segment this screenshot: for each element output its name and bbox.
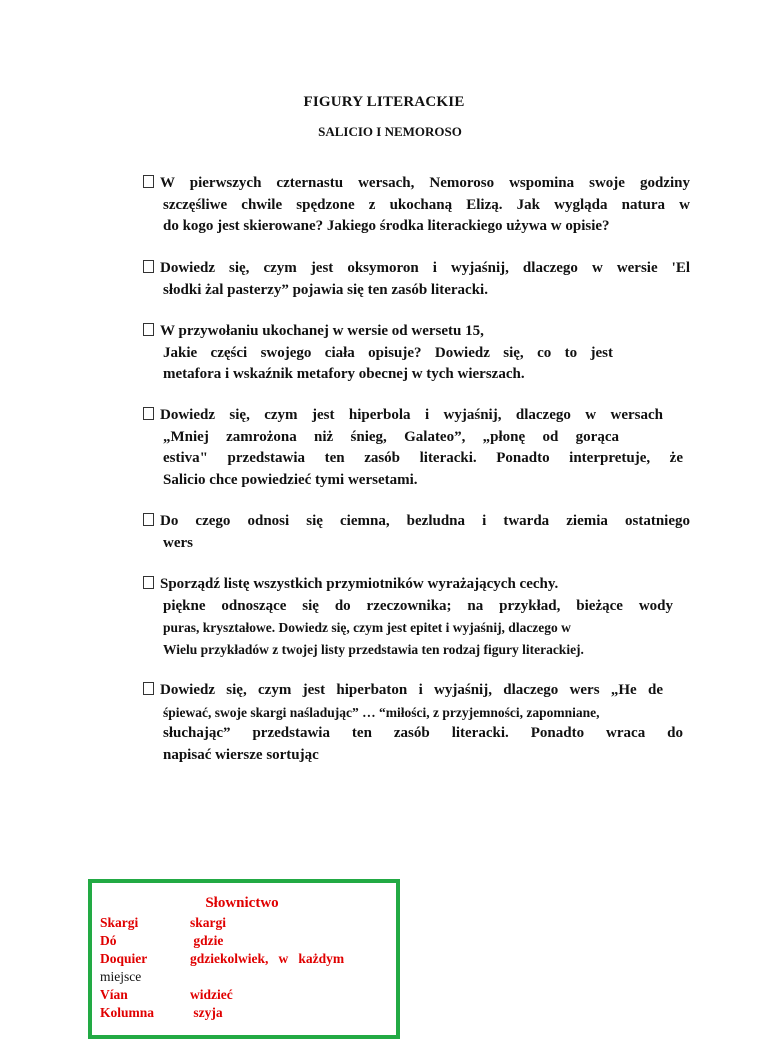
question-item: Do czego odnosi się ciemna, bezludna i twarda ziemia ostatniego wers xyxy=(143,511,690,554)
vocabulary-entry: Vían widzieć xyxy=(100,987,233,1002)
checkbox-icon xyxy=(143,323,154,336)
document-title: FIGURY LITERACKIE xyxy=(303,94,465,110)
question-item: Dowiedz się, czym jest hiperbaton i wyjaśnij, dlaczego wers „He de śpiewać, swoje skargi naśladując” … “miłości, z przyjemności, zapomniane, słuchając” przedstawia ten zasób literacki. Ponadto wraca do napisać wiersze sortując xyxy=(143,680,690,766)
question-item: Dowiedz się, czym jest oksymoron i wyjaśnij, dlaczego w wersie 'El słodki żal pasterzy” pojawia się ten zasób literacki. xyxy=(143,258,690,301)
checkbox-icon xyxy=(143,576,154,589)
vocabulary-box xyxy=(88,879,400,1039)
vocabulary-continuation: miejsce xyxy=(100,969,142,984)
question-item: W pierwszych czternastu wersach, Nemoroso wspomina swoje godziny szczęśliwe chwile spędzone z ukochaną Elizą. Jak wygląda natura w do kogo jest skierowane? Jakiego środka literackiego używa w opisie? xyxy=(143,173,690,238)
vocabulary-title: Słownictwo xyxy=(205,895,279,911)
question-item: W przywołaniu ukochanej w wersie od wersetu 15, Jakie części swojego ciała opisuje? Dowiedz się, co to jest metafora i wskaźnik metafory obecnej w tych wierszach. xyxy=(143,321,690,386)
question-item: Dowiedz się, czym jest hiperbola i wyjaśnij, dlaczego w wersach „Mniej zamrożona niż śnieg, Galateo”, „płonę od gorąca estiva" przedstawia ten zasób literacki. Ponadto interpretuje, że Salicio chce powiedzieć tymi wersetami. xyxy=(143,405,690,491)
checkbox-icon xyxy=(143,513,154,526)
question-item: Sporządź listę wszystkich przymiotników wyrażających cechy. piękne odnoszące się do rzeczownika; na przykład, bieżące wody puras, kryształowe. Dowiedz się, czym jest epitet i wyjaśnij, dlaczego w Wielu przykładów z twojej listy przedstawia ten rodzaj figury literackiej. xyxy=(143,574,690,660)
vocabulary-entry: Skargi skargi xyxy=(100,915,227,930)
vocabulary-entry: Dó gdzie xyxy=(100,933,224,948)
checkbox-icon xyxy=(143,682,154,695)
checkbox-icon xyxy=(143,175,154,188)
vocabulary-entry: Doquier gdziekolwiek, w każdym xyxy=(100,951,345,966)
document-subtitle: SALICIO I NEMOROSO xyxy=(318,124,462,139)
vocabulary-entry: Kolumna szyja xyxy=(100,1005,223,1020)
checkbox-icon xyxy=(143,260,154,273)
checkbox-icon xyxy=(143,407,154,420)
